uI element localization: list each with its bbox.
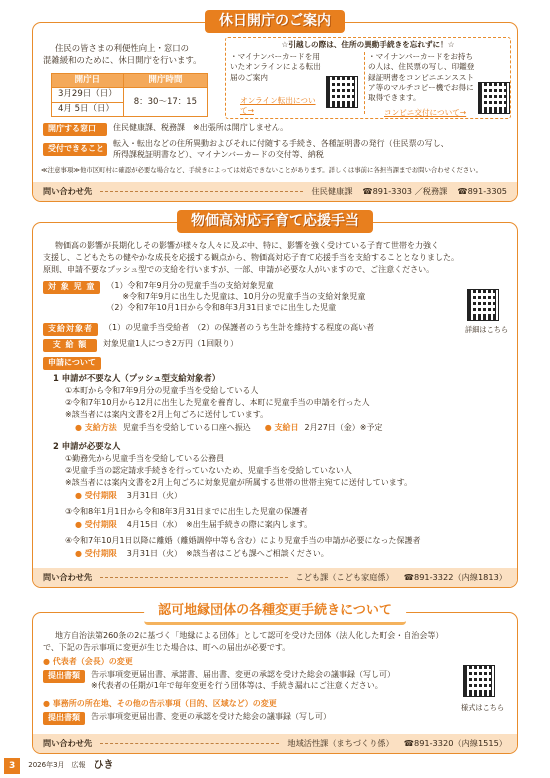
page-footer xyxy=(4,758,114,774)
open-window-row xyxy=(43,123,288,136)
deadline-text-3: 3月31日（火） ※該当者はこども課へご相談ください。 xyxy=(126,549,329,558)
support-intro-2: 支援し、こどもたちの健やかな成長を応援する観点から、物価高対応子育て応援手当を支給することとなりました。 xyxy=(43,253,459,262)
target-row xyxy=(43,281,365,313)
holiday-hours-table xyxy=(51,73,208,117)
deadline-label-1: ● 受付期限 xyxy=(75,491,117,500)
services-text-2: 所得課税証明書など）、マイナンバーカードの交付等、納税 xyxy=(113,149,324,159)
hours-time: 8：30〜17：15 xyxy=(123,88,207,117)
office-change-heading: ● 事務所の所在地、その他の告示事項（目的、区域など）の変更 xyxy=(43,699,277,708)
qr-code-support xyxy=(467,289,499,321)
contact-label: 問い合わせ先 xyxy=(43,737,93,748)
caveat-note: ≪注意事項≫他市区町村に確認が必要な場合など、手続きによっては対応できないことがあります。詳しくは事前に各担当課までお問い合わせください。 xyxy=(41,166,483,174)
apply-d-deadline-row xyxy=(75,549,329,560)
contact-org: こども課（こども家庭係） xyxy=(295,571,394,582)
recipient-row xyxy=(43,323,374,336)
hours-header-time: 開庁時間 xyxy=(123,74,207,88)
qr-code-convenience xyxy=(478,82,510,114)
open-window-label: 開庁する窓口 xyxy=(43,123,107,136)
contact-bar-holiday xyxy=(33,182,517,201)
rep-docs-row xyxy=(43,670,395,692)
child-support-section xyxy=(32,222,518,588)
page-number: 3 xyxy=(4,758,20,774)
contact-label: 問い合わせ先 xyxy=(43,571,93,582)
convenience-store-note: ・マイナンバーカードをお持ちの人は、住民票の写し、印鑑登録証明書をコンビニエンスストア等のマルチコピー機でお得に取得できます。 xyxy=(368,52,475,102)
rep-docs-label: 提出書類 xyxy=(43,670,85,683)
no-apply-note: ※該当者には案内文書を2月上旬ごろに送付しています。 xyxy=(65,410,269,419)
no-apply-method-row xyxy=(75,423,383,434)
office-docs-text: 告示事項変更届出書、変更の承認を受けた総会の議事録（写し可） xyxy=(91,712,331,721)
group-intro-1: 地方自治法第260条の2に基づく「地縁による団体」として認可を受けた団体（法人化した町会・自治会等） xyxy=(55,631,444,640)
recipient-label: 支給対象者 xyxy=(43,323,98,336)
target-label: 対 象 児 童 xyxy=(43,281,100,294)
method-label: ● 支給方法 xyxy=(75,423,117,432)
qr-caption-support: 詳細はこちら xyxy=(465,325,509,334)
community-group-section xyxy=(32,612,518,754)
target-1: （1）令和7年9月分の児童手当の支給対象児童 xyxy=(106,281,274,290)
child-support-title: 物価高対応子育て応援手当 xyxy=(177,210,373,233)
office-docs-label: 提出書類 xyxy=(43,712,85,725)
convenience-store-link[interactable]: コンビニ交付について→ xyxy=(384,108,467,117)
amount-row xyxy=(43,339,238,352)
no-apply-a: ①本町から令和7年9月分の児童手当を受給している人 xyxy=(65,386,259,395)
contact-tel: ☎891-3320（内線1515） xyxy=(403,737,507,748)
hours-header-date: 開庁日 xyxy=(52,74,124,88)
deadline-text-2: 4月15日（水） ※出生届手続きの際に案内します。 xyxy=(126,520,313,529)
apply-row xyxy=(43,357,101,370)
services-row xyxy=(43,139,449,161)
contact-tel-1: ☎891-3303 ／税務課 xyxy=(362,185,448,196)
apply-deadline-row xyxy=(75,491,182,502)
community-group-title: 認可地縁団体の各種変更手続きについて xyxy=(144,600,406,625)
open-window-text: 住民健康課、税務課 ※出張所は開庁しません。 xyxy=(113,123,289,132)
services-label: 受付できること xyxy=(43,143,107,156)
support-intro-1: 物価高の影響が長期化しその影響が様々な人々に及ぶ中、特に、影響を強く受けている子育て世帯を力強く xyxy=(55,241,439,250)
contact-tel: ☎891-3322（内線1813） xyxy=(403,571,507,582)
holiday-intro-2: 混雑緩和のために、休日開庁を行います。 xyxy=(43,55,202,65)
holiday-opening-title: 休日開庁のご案内 xyxy=(205,10,345,33)
contact-tel-2: ☎891-3305 xyxy=(457,185,507,196)
no-apply-b: ②令和7年10月から12月に出生した児童を養育し、本町に児童手当の申請を行った人 xyxy=(65,398,370,407)
pay-date-text: 2月27日（金）※予定 xyxy=(304,423,383,432)
rep-docs-text: 告示事項変更届出書、承諾書、届出書、変更の承認を受けた総会の議事録（写し可） xyxy=(91,670,395,679)
brand-logo-text: ひき xyxy=(93,760,114,772)
recipient-text: （1）の児童手当受給者 （2）の保護者のうち生計を維持する程度の高い者 xyxy=(104,323,375,332)
hours-date-2: 4月 5日（日） xyxy=(52,102,124,116)
qr-code-forms xyxy=(463,665,495,697)
issue-info: 2026年3月 広報 xyxy=(28,761,86,770)
apply-d: ④令和7年10月1日以降に離婚（離婚調停中等も含む）により児童手当の申請が必要になった保護者 xyxy=(65,536,421,545)
apply-note: ※該当者には案内文書を2月上旬ごろに対象児童が所属する世帯の世帯主宛てに送付しています。 xyxy=(65,478,413,487)
contact-bar-support xyxy=(33,568,517,587)
amount-label: 支 給 額 xyxy=(43,339,97,352)
qr-caption-forms: 様式はこちら xyxy=(461,703,505,712)
contact-label: 問い合わせ先 xyxy=(43,185,93,196)
target-1-note: ※令和7年9月に出生した児童は、10月分の児童手当の支給対象児童 xyxy=(122,291,366,301)
pay-date-label: ● 支給日 xyxy=(264,423,299,432)
services-text-1: 転入・転出などの住所異動およびそれに付随する手続き、各種証明書の発行（住民票の写し、 xyxy=(113,139,449,148)
deadline-label-3: ● 受付期限 xyxy=(75,549,117,558)
qr-code-moveout xyxy=(326,76,358,108)
rep-docs-note: ※代表者の任期が1年で毎年変更を行う団体等は、手続き漏れにご注意ください。 xyxy=(91,680,383,690)
contact-bar-group xyxy=(33,734,517,753)
holiday-intro-1: 住民の皆さまの利便性向上・窓口の xyxy=(55,43,189,53)
method-text: 児童手当を受給している口座へ振込 xyxy=(122,423,251,432)
moving-notice-head: ☆引越しの際は、住所の異動手続きを忘れずに！☆ xyxy=(281,40,455,49)
contact-org: 地域活性課（まちづくり係） xyxy=(287,737,394,748)
online-moveout-link[interactable]: オンライン転出について→ xyxy=(240,96,316,116)
deadline-label-2: ● 受付期限 xyxy=(75,520,117,529)
online-moveout-note: ・マイナンバーカードを用いたオンラインによる転出届のご案内 xyxy=(230,52,321,82)
amount-text: 対象児童1人につき2万円（1回限り） xyxy=(103,339,239,348)
apply-label: 申請について xyxy=(43,357,101,370)
apply-a: ①勤務先から児童手当を受給している公務員 xyxy=(65,454,225,463)
contact-org: 住民健康課 xyxy=(311,185,353,196)
office-docs-row xyxy=(43,712,331,725)
hours-date-1: 3月29日（日） xyxy=(52,88,124,102)
apply-c: ③令和8年1月1日から令和8年3月31日までに出生した児童の保護者 xyxy=(65,507,308,516)
apply-c-deadline-row xyxy=(75,520,312,531)
apply-b: ②児童手当の認定請求手続きを行っていないため、児童手当を受給していない人 xyxy=(65,466,352,475)
rep-change-heading: ● 代表者（会長）の変更 xyxy=(43,657,133,666)
moving-notice-box xyxy=(225,37,511,119)
holiday-opening-section xyxy=(32,22,518,202)
group-intro-2: で、下記の告示事項に変更が生じた場合は、町への届出が必要です。 xyxy=(43,643,291,652)
no-apply-heading: 1 申請が不要な人（プッシュ型支給対象者） xyxy=(53,373,221,383)
target-2: （2）令和7年10月1日から令和8年3月31日までに出生した児童 xyxy=(106,302,337,312)
support-intro-3: 原則、申請不要なプッシュ型での支給を行いますが、一部、申請が必要な人がいますので、ご注意ください。 xyxy=(43,265,435,274)
deadline-text-1: 3月31日（火） xyxy=(126,491,183,500)
apply-required-heading: 2 申請が必要な人 xyxy=(53,441,121,451)
